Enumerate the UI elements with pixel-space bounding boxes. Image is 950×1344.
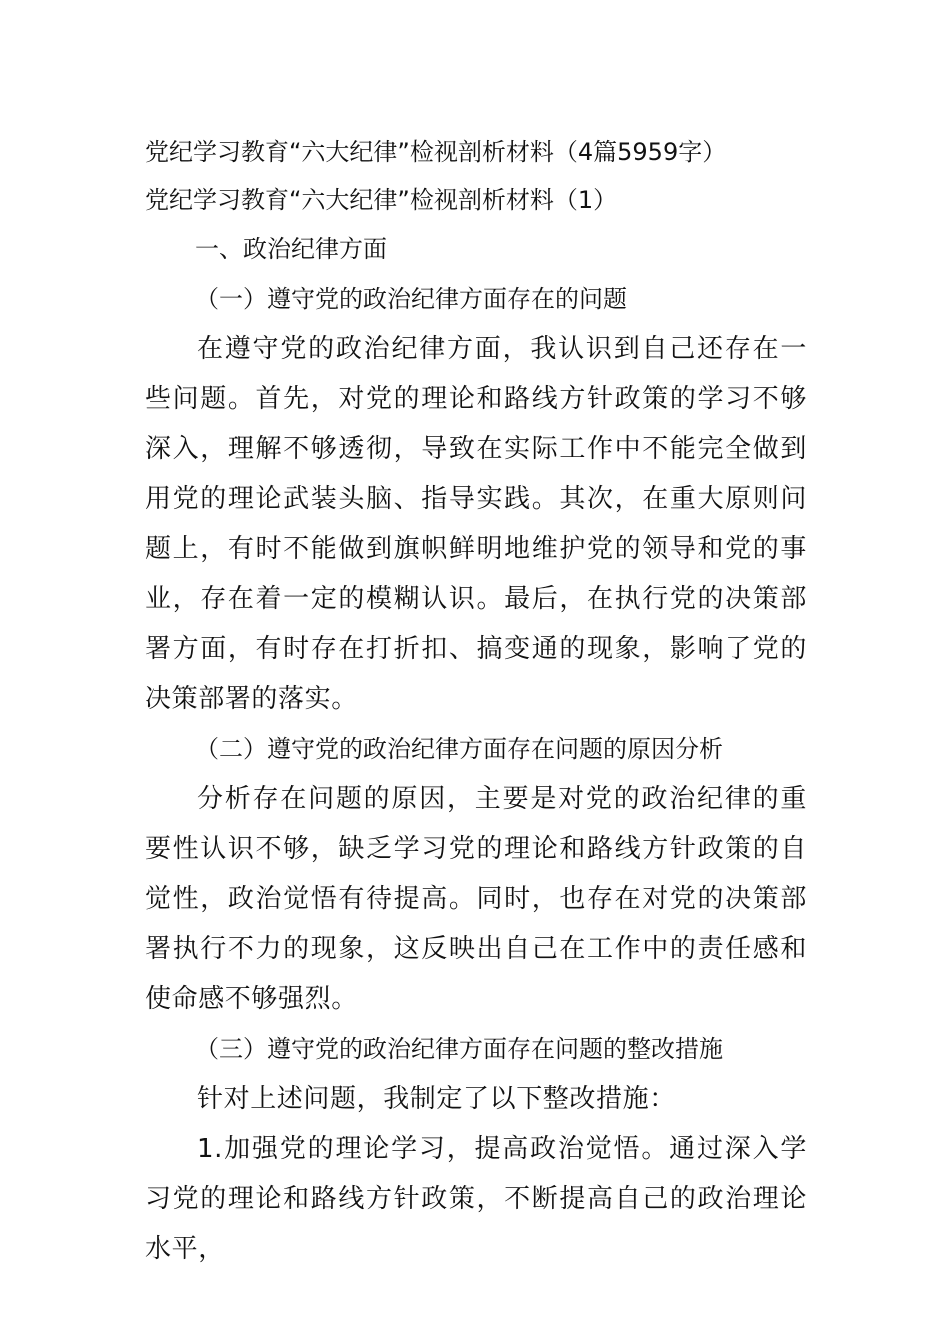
subsection-heading-cause-analysis: （二）遵守党的政治纪律方面存在问题的原因分析: [195, 735, 723, 763]
paragraph-measure-1: 1.加强党的理论学习，提高政治觉悟。通过深入学习党的理论和路线方针政策，不断提高自己的政治理论水平，: [145, 1134, 807, 1264]
section-heading-political-discipline: 一、政治纪律方面: [195, 235, 387, 263]
document-title: 党纪学习教育“六大纪律”检视剖析材料（4篇5959字）: [145, 138, 727, 166]
document-body: [145, 128, 807, 1274]
paragraph-cause-analysis: 分析存在问题的原因，主要是对党的政治纪律的重要性认识不够，缺乏学习党的理论和路线方针政策的自觉性，政治觉悟有待提高。同时，也存在对党的决策部署执行不力的现象，这反映出自己在工作中的责任感和使命感不够强烈。: [145, 784, 807, 1014]
document-subtitle: 党纪学习教育“六大纪律”检视剖析材料（1）: [145, 186, 618, 214]
paragraph-problems: 在遵守党的政治纪律方面，我认识到自己还存在一些问题。首先，对党的理论和路线方针政策的学习不够深入，理解不够透彻，导致在实际工作中不能完全做到用党的理论武装头脑、指导实践。其次，在重大原则问题上，有时不能做到旗帜鲜明地维护党的领导和党的事业，存在着一定的模糊认识。最后，在执行党的决策部署方面，有时存在打折扣、搞变通的现象，影响了党的决策部署的落实。: [145, 334, 807, 714]
subsection-heading-rectification: （三）遵守党的政治纪律方面存在问题的整改措施: [195, 1035, 723, 1063]
paragraph-rectification-intro: 针对上述问题，我制定了以下整改措施：: [197, 1084, 676, 1114]
subsection-heading-problems: （一）遵守党的政治纪律方面存在的问题: [195, 285, 627, 313]
